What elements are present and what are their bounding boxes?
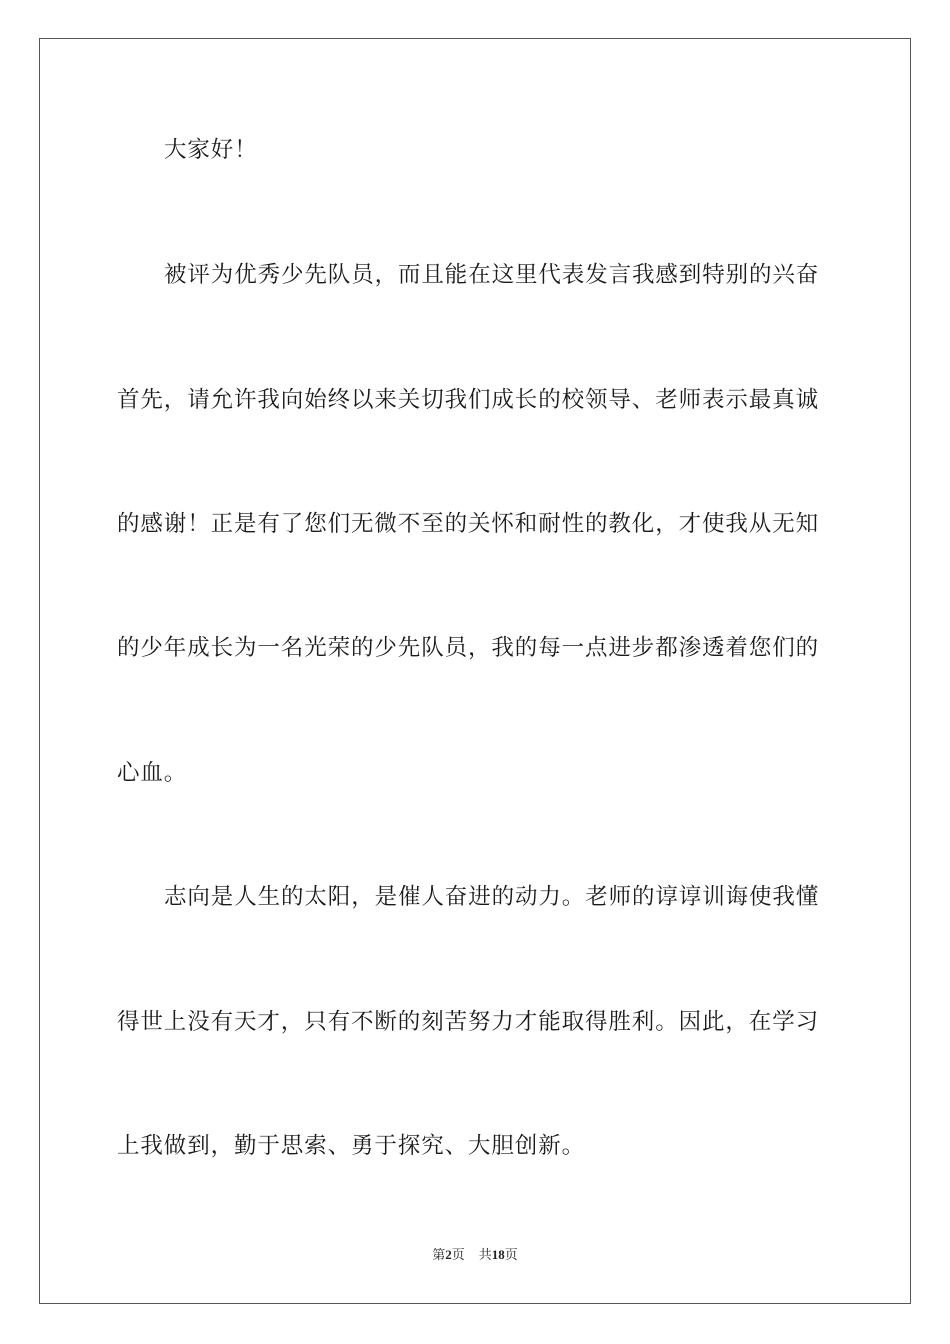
paragraph-2-line-1: 志向是人生的太阳，是催人奋进的动力。老师的谆谆训诲使我懂	[164, 884, 820, 910]
paragraph-1-line-2: 首先，请允许我向始终以来关切我们成长的校领导、老师表示最真诚	[117, 387, 820, 413]
paragraph-1-line-3: 的感谢！正是有了您们无微不至的关怀和耐性的教化，才使我从无知	[117, 511, 820, 537]
paragraph-1-line-1: 被评为优秀少先队员，而且能在这里代表发言我感到特别的兴奋	[164, 262, 820, 288]
page-footer	[0, 1246, 950, 1264]
paragraph-1-line-4: 的少年成长为一名光荣的少先队员，我的每一点进步都渗透着您们的	[117, 635, 820, 661]
total-prefix: 共	[478, 1247, 492, 1262]
greeting-line: 大家好！	[164, 137, 258, 163]
page-number: 2	[445, 1247, 452, 1262]
page-prefix: 第	[432, 1247, 446, 1262]
page-suffix: 页	[451, 1247, 465, 1262]
paragraph-2-line-2: 得世上没有天才，只有不断的刻苦努力才能取得胜利。因此，在学习	[117, 1009, 820, 1035]
paragraph-2-line-3: 上我做到，勤于思索、勇于探究、大胆创新。	[117, 1133, 586, 1159]
total-suffix: 页	[504, 1247, 518, 1262]
page-frame	[39, 38, 911, 1304]
paragraph-1-line-5: 心血。	[117, 760, 188, 786]
total-pages: 18	[491, 1247, 505, 1262]
